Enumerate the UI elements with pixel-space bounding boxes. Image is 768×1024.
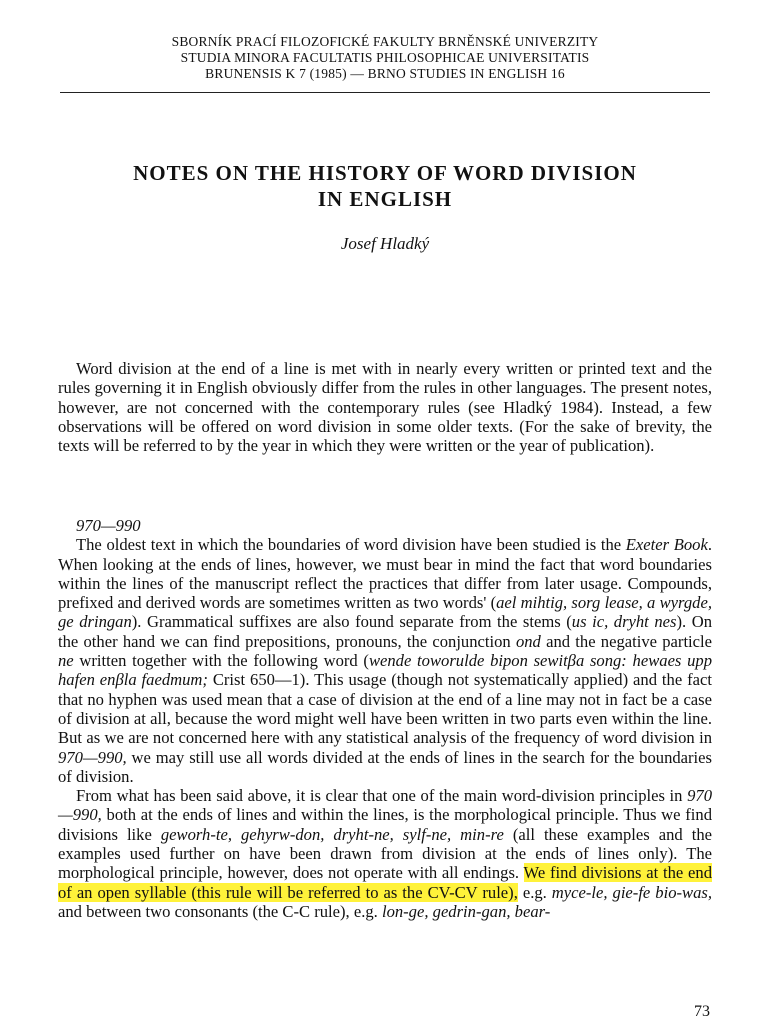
running-head-line-1: SBORNÍK PRACÍ FILOZOFICKÉ FAKULTY BRNĚNSKÉ UNIVERZITY bbox=[171, 34, 599, 49]
running-head bbox=[60, 34, 710, 82]
running-head-line-2: STUDIA MINORA FACULTATIS PHILOSOPHICAE UNIVERSITATIS bbox=[180, 50, 590, 65]
running-head-line-3: BRUNENSIS K 7 (1985) — BRNO STUDIES IN ENGLISH 16 bbox=[205, 66, 565, 81]
italic-run: 970—990, bbox=[58, 786, 712, 825]
highlighted-text: We find divisions at the end of an open syllable (this rule will be referred to as the CV-CV rule), bbox=[58, 863, 712, 902]
italic-run: lon-ge, gedrin-gan, bear- bbox=[381, 901, 551, 921]
text-run: both at the ends of lines and within the lines, is the morphological principle. Thus we find divisions like bbox=[58, 805, 712, 844]
text-run: ). On the other hand we can find prepositions, pronouns, the conjunction bbox=[58, 612, 712, 651]
text-run: From what has been said above, it is clear that one of the main word-division principles in bbox=[76, 786, 688, 806]
header-rule bbox=[60, 92, 710, 93]
italic-run: ael mihtig, sorg lease, a wyrgde, ge dringan bbox=[58, 593, 712, 632]
text-run: The oldest text in which the boundaries of word division have been studied is the bbox=[76, 535, 626, 555]
italic-run: wende toworulde bipon sewitβa song: hewaes upp hafen enβla faedmum; bbox=[58, 651, 712, 690]
section-970-990 bbox=[58, 516, 712, 921]
page-number: 73 bbox=[694, 1003, 710, 1020]
text-run: Crist 650—1). This usage (though not systematically applied) and the fact that no hyphen was used mean that a case of division at the end of a line may not in fact be a case of division at all, because the word might well have been written in two parts even within the line. But as we are not concerned here with any statistical analysis of the frequency of word division in bbox=[58, 670, 712, 748]
text-run: e.g. bbox=[517, 882, 552, 902]
text-run: . When looking at the ends of lines, however, we must bear in mind the fact that word boundaries within the lines of the manuscript reflect the practices that differ from later usage. Compounds, prefixed and derived words are sometimes written as two words' ( bbox=[58, 535, 712, 613]
intro-text: Word division at the end of a line is met with in nearly every written or printed text and the rules governing it in English obviously differ from the rules in other languages. The present notes, however, are not concerned with the contemporary rules (see Hladký 1984). Instead, a few observations will be offered on word division in some older texts. (For the sake of brevity, the texts will be referred to by the year in which they were written or the year of publication). bbox=[58, 359, 712, 456]
article-title bbox=[60, 160, 710, 212]
intro-paragraph bbox=[58, 359, 712, 455]
text-run: (all these examples and the examples used further on have been drawn from division at the ends of lines only). The morphological principle, however, does not operate with all endings. bbox=[58, 824, 712, 883]
text-run: ). Grammatical suffixes are also found separate from the stems ( bbox=[131, 612, 572, 632]
section-paragraph-2 bbox=[58, 786, 712, 921]
title-line-1: NOTES ON THE HISTORY OF WORD DIVISION bbox=[133, 161, 637, 185]
italic-run: Exeter Book bbox=[625, 535, 708, 555]
text-run: and between two consonants (the C-C rule), e.g. bbox=[58, 901, 382, 921]
section-paragraph-1 bbox=[58, 535, 712, 786]
text-run: we may still use all words divided at the ends of lines in the search for the boundaries of division. bbox=[58, 747, 712, 786]
section-heading: 970—990 bbox=[76, 516, 141, 535]
text-run: and the negative particle bbox=[540, 631, 712, 651]
italic-run: geworh-te, gehyrw-don, dryht-ne, sylf-ne, min-re bbox=[160, 824, 504, 844]
italic-run: ne bbox=[58, 651, 74, 671]
italic-run: us ic, dryht nes bbox=[571, 612, 677, 632]
italic-run: ond bbox=[515, 631, 541, 651]
author-name: Josef Hladký bbox=[340, 234, 430, 253]
text-run: written together with the following word ( bbox=[73, 651, 369, 671]
title-line-2: IN ENGLISH bbox=[317, 187, 453, 211]
italic-run: 970—990, bbox=[58, 747, 127, 767]
italic-run: myce-le, gie-fe bio-was, bbox=[551, 882, 712, 902]
